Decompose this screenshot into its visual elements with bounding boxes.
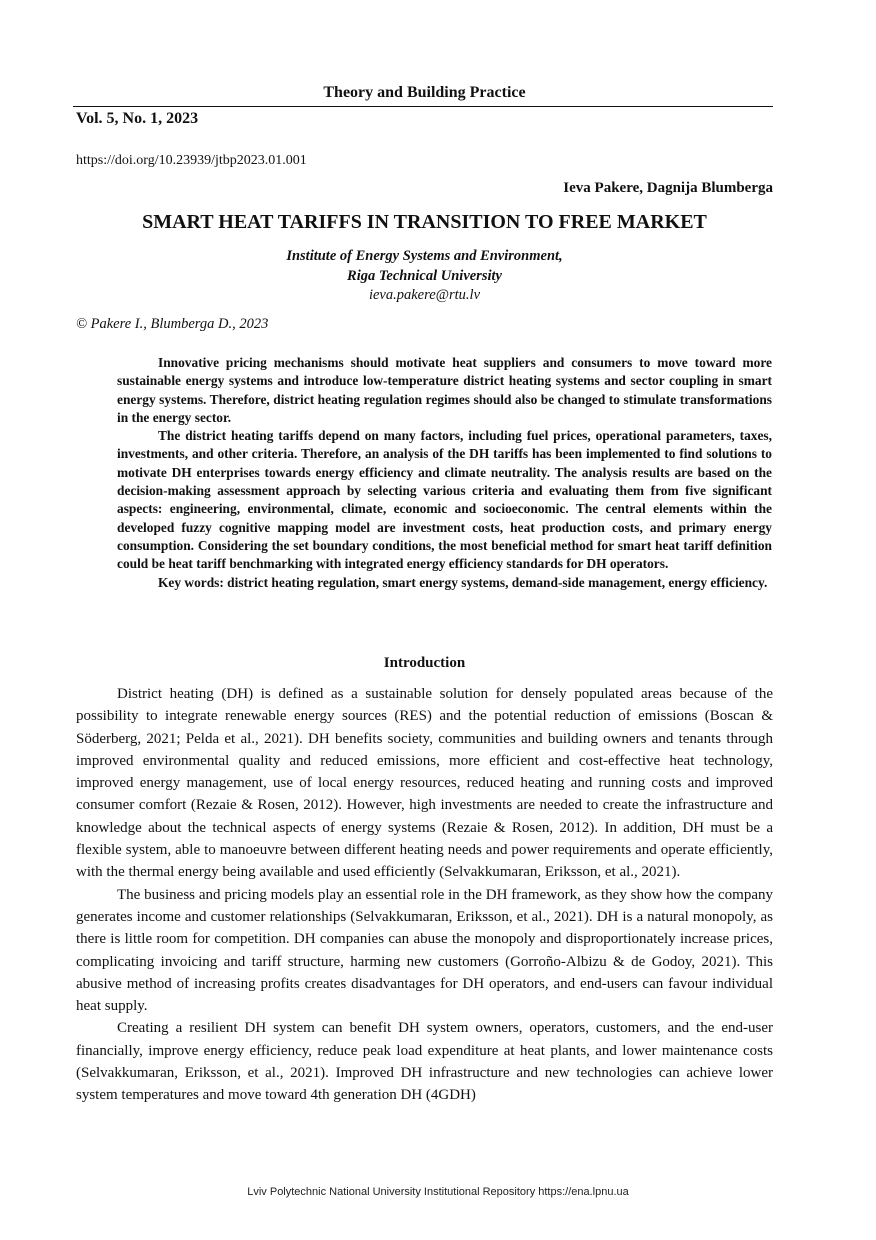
repository-footer: Lviv Polytechnic National University Institutional Repository https://ena.lpnu.ua — [247, 1186, 629, 1198]
author-email[interactable]: ieva.pakere@rtu.lv — [368, 287, 481, 303]
journal-name: Theory and Building Practice — [323, 84, 526, 101]
affiliation-line-2: Riga Technical University — [347, 268, 502, 284]
copyright: © Pakere I., Blumberga D., 2023 — [76, 316, 269, 332]
header-rule — [73, 106, 773, 107]
doi-link[interactable]: https://doi.org/10.23939/jtbp2023.01.001 — [76, 153, 307, 168]
keywords: Key words: district heating regulation, smart energy systems, demand-side management, energy efficiency. — [158, 574, 768, 590]
abstract-paragraph-1: Innovative pricing mechanisms should motivate heat suppliers and consumers to move toward more sustainable energy systems and introduce low-temperature district heating systems and sector coupling in smart energy systems. Therefore, district heating regulation regimes should also be changed to stimulate transformations in the energy sector. — [117, 355, 772, 425]
body-paragraph-2: The business and pricing models play an essential role in the DH framework, as they show how the company generates income and customer relationships (Selvakkumaran, Eriksson, et al., 2021). DH is a natural monopoly, as there is little room for competition. DH companies can abuse the monopoly and disproportionately increase prices, complicating invoicing and tariff structure, harming new customers (Gorroño-Albizu & de Godoy, 2021). This abusive method of increasing profits creates disadvantages for DH operators, and end-users can favour individual heat supply. — [76, 886, 773, 1015]
affiliation — [76, 246, 773, 286]
introduction-body — [76, 683, 773, 1107]
section-heading-introduction: Introduction — [383, 655, 466, 671]
body-paragraph-1: District heating (DH) is defined as a sustainable solution for densely populated areas because of the possibility to integrate renewable energy sources (RES) and the potential reduction of emissions (Boscan & Söderberg, 2021; Pelda et al., 2021). DH benefits society, communities and building owners and tenants through improved environmental quality and reduced emissions, more efficient and cost-effective heat technology, improved energy management, use of local energy resources, reduced heating and running costs and improved consumer comfort (Rezaie & Rosen, 2012). However, high investments are needed to create the infrastructure and knowledge about the technical aspects of energy systems (Rezaie & Rosen, 2012). In addition, DH must be a flexible system, able to manoeuvre between different heating needs and power requirements and operate efficiently, with the thermal energy being available and used efficiently (Selvakkumaran, Eriksson, et al., 2021). — [76, 686, 773, 881]
abstract — [117, 354, 772, 592]
body-paragraph-3: Creating a resilient DH system can benefit DH system owners, operators, customers, and the end-user financially, improve energy efficiency, reduce peak load expenditure at heat plants, and lower maintenance costs (Selvakkumaran, Eriksson, et al., 2021). Improved DH infrastructure and new technologies can achieve lower system temperatures and move toward 4th generation DH (4GDH) — [76, 1020, 773, 1104]
volume-info: Vol. 5, No. 1, 2023 — [76, 110, 199, 127]
authors: Ieva Pakere, Dagnija Blumberga — [563, 180, 773, 196]
abstract-paragraph-2: The district heating tariffs depend on many factors, including fuel prices, operational parameters, taxes, investments, and other criteria. Therefore, an analysis of the DH tariffs has been implemented to find solutions to motivate DH enterprises towards energy efficiency and climate neutrality. The analysis results are based on the decision-making assessment approach by selecting various criteria and evaluating them from five significant aspects: engineering, environmental, climate, economic and socioeconomic. The central elements within the developed fuzzy cognitive mapping model are investment costs, heat production costs, and primary energy consumption. Considering the set boundary conditions, the most beneficial method for smart heat tariff definition could be heat tariff benchmarking with integrated energy efficiency standards for DH operators. — [117, 428, 772, 572]
article-title: SMART HEAT TARIFFS IN TRANSITION TO FREE MARKET — [142, 211, 707, 233]
affiliation-line-1: Institute of Energy Systems and Environment, — [286, 248, 563, 264]
